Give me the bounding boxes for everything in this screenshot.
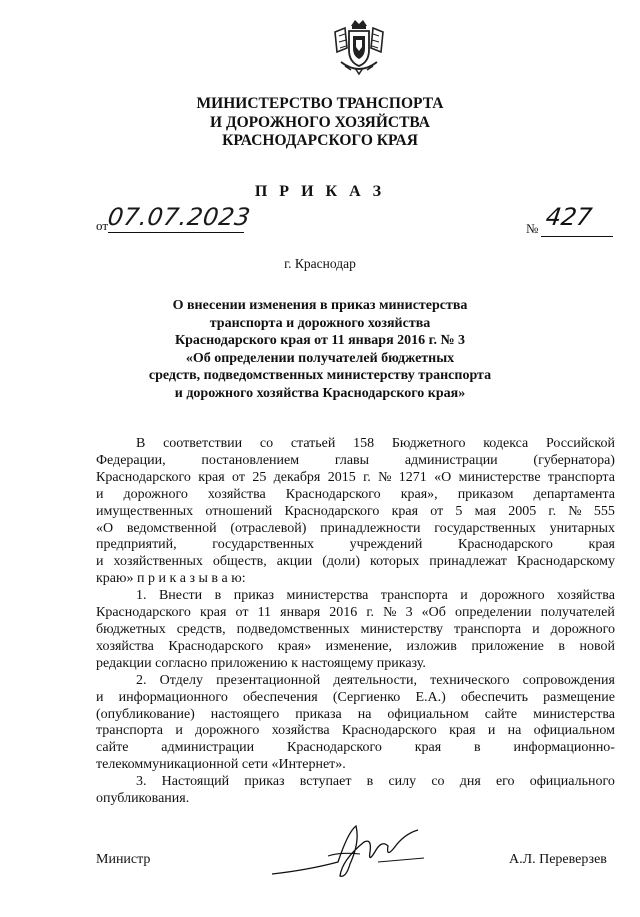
body-line: редакции согласно приложению к настоящему приказу. bbox=[96, 655, 426, 671]
body-line: 2. Отделу презентационной деятельности, технического сопровождения bbox=[136, 672, 615, 688]
number-underline bbox=[541, 236, 613, 237]
body-line: опубликования. bbox=[96, 791, 190, 807]
subject-line: О внесении изменения в приказ министерства bbox=[172, 298, 468, 313]
body-line: транспорта и дорожного хозяйства Краснодарского края и на официальном bbox=[96, 723, 615, 739]
body-line: телекоммуникационной сети «Интернет». bbox=[96, 757, 346, 773]
handwritten-signature bbox=[268, 812, 428, 892]
order-subject bbox=[0, 297, 640, 403]
handwritten-number: 427 bbox=[544, 203, 594, 231]
body-line: Краснодарского края от 25 декабря 2015 г. № 1271 «О министерстве транспорта bbox=[96, 469, 615, 485]
city: г. Краснодар bbox=[284, 256, 356, 271]
body-line: и дорожного хозяйства Краснодарского края», приказом департамента bbox=[96, 486, 615, 502]
ministry-line-3: КРАСНОДАРСКОГО КРАЯ bbox=[222, 132, 418, 149]
body-line: (опубликование) настоящего приказа на официальном сайте министерства bbox=[96, 706, 615, 722]
body-line: «О ведомственной (отраслевой) принадлежности государственных унитарных bbox=[96, 520, 615, 536]
subject-line: транспорта и дорожного хозяйства bbox=[209, 315, 431, 331]
body-line: 1. Внести в приказ министерства транспорта и дорожного хозяйства bbox=[136, 588, 615, 604]
signer-position: Министр bbox=[96, 852, 151, 867]
body-line: Краснодарского края от 11 января 2016 г. № 3 «Об определении получателей bbox=[96, 605, 615, 621]
number-label: № bbox=[526, 221, 539, 236]
subject-line: Краснодарского края от 11 января 2016 г. № 3 bbox=[174, 333, 466, 349]
date-underline bbox=[108, 232, 244, 233]
handwritten-date: 07.07.2023 bbox=[106, 203, 253, 231]
body-line: хозяйства Краснодарского края» изменение, изложив приложение в новой bbox=[96, 638, 615, 654]
body-line: и информационного обеспечения (Сергиенко Е.А.) обеспечить размещение bbox=[96, 689, 615, 705]
coat-of-arms-icon bbox=[331, 18, 387, 76]
body-line: В соответствии со статьей 158 Бюджетного кодекса Российской bbox=[136, 436, 615, 451]
body-line: бюджетных средств, подведомственных министерству транспорта и дорожного bbox=[96, 621, 615, 637]
order-body bbox=[96, 436, 615, 808]
body-line: предприятий, государственных учреждений Краснодарского края bbox=[96, 537, 615, 553]
subject-line: средств, подведомственных министерству транспорта bbox=[148, 368, 492, 384]
body-line: имущественных отношений Краснодарского края от 5 мая 2005 г. № 555 bbox=[96, 503, 615, 519]
ministry-line-2: И ДОРОЖНОГО ХОЗЯЙСТВА bbox=[210, 113, 430, 131]
body-line: 3. Настоящий приказ вступает в силу со дня его официального bbox=[136, 774, 615, 790]
body-line: и хозяйственных обществ, акции (доли) которых принадлежат Краснодарскому bbox=[96, 554, 615, 570]
body-line: краю» п р и к а з ы в а ю: bbox=[96, 571, 246, 587]
subject-line: «Об определении получателей бюджетных bbox=[185, 350, 455, 366]
order-title: П Р И К А З bbox=[254, 183, 386, 200]
subject-line: и дорожного хозяйства Краснодарского края» bbox=[174, 385, 466, 401]
signer-name: А.Л. Переверзев bbox=[509, 852, 607, 867]
date-label: от bbox=[96, 218, 109, 233]
body-line: сайте администрации Краснодарского края в информационно- bbox=[96, 740, 615, 756]
ministry-line-1: МИНИСТЕРСТВО ТРАНСПОРТА bbox=[196, 95, 444, 112]
body-line: Федерации, постановлением главы администрации (губернатора) bbox=[96, 452, 615, 468]
ministry-name bbox=[0, 95, 640, 151]
